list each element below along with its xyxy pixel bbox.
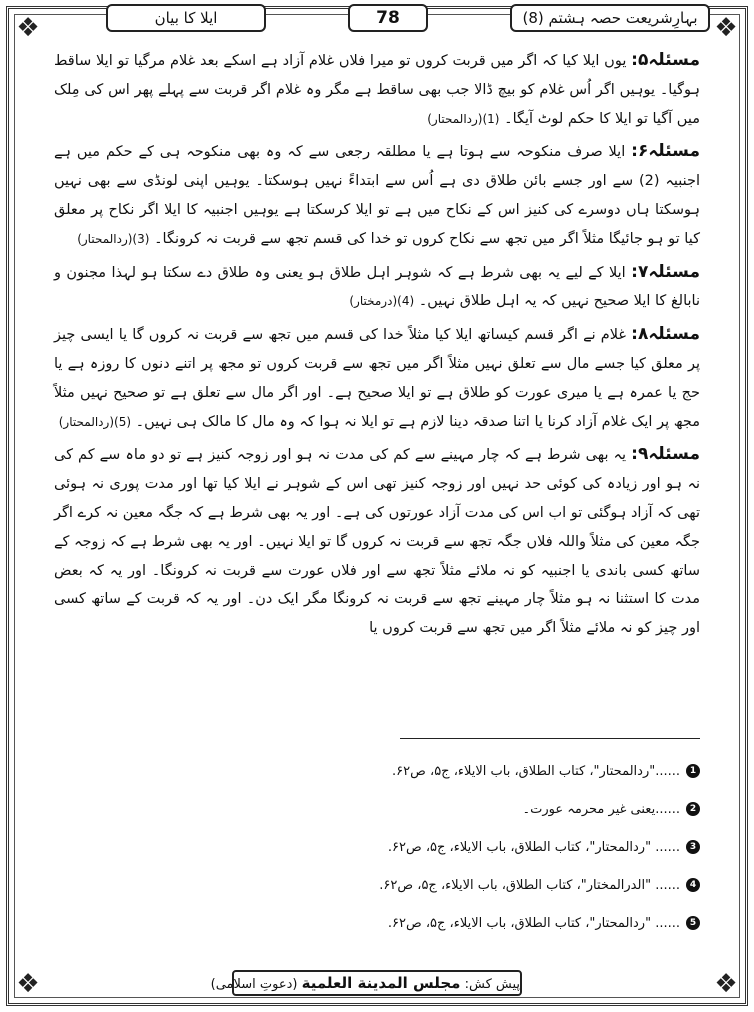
masala-text: یہ بھی شرط ہے کہ چار مہینے سے کم کی مدت نہ ہو اور زوجہ کنیز ہے تو دو ماہ سے کم کی نہ ہو اور زیادہ کی کوئی حد نہیں اور زوجہ کنیز تھی اس کے شوہر نے ایلا کیا تھا اور مدت پوری نہ ہوئی تھی کہ آزاد ہوگئی تو اب اس کی مدت آزاد عورتوں کی ہے۔ اور یہ بھی شرط ہے کہ جگہ معین نہ کرے اگر جگہ معین کی مثلاً واللہ فلاں جگہ تجھ سے قربت نہ کروں گا تو ایلا نہیں۔ اور یہ بھی شرط ہے کہ زوجہ کے ساتھ کسی باندی یا اجنبیہ کو نہ ملائے مثلاً تجھ سے اور فلاں عورت سے قربت نہ کرونگا۔ اور یہ کہ بعض مدت کا استثنا نہ ہو مثلاً چار مہینے تجھ سے قربت نہ کرونگا مگر ایک دن۔ اور یہ کہ قربت کے ساتھ کسی اور چیز کو نہ ملائے مثلاً اگر میں تجھ سے قربت کروں یا — [54, 447, 700, 637]
masala-label: مسئلہ۷: — [631, 261, 700, 282]
masala-paragraph — [54, 137, 700, 253]
footer-prefix: پیش کش: — [464, 977, 520, 992]
footnotes — [60, 752, 700, 942]
masala-text: یوں ایلا کیا کہ اگر میں قربت کروں تو میرا فلاں غلام آزاد ہے اسکے بعد غلام مرگیا تو ایلا ساقط ہوگیا۔ یوہیں اگر اُس غلام کو بیچ ڈالا جب بھی ساقط ہے مگر وہ غلام اگر قربت سے پہلے پھر اس کی مِلک میں آگیا تو ایلا کا حکم لوٹ آیگا۔ — [54, 53, 700, 127]
reference: (4)(درمختار) — [349, 294, 415, 309]
footnote-divider — [400, 738, 700, 739]
footnote-text: ......یعنی غیر محرمہ عورت۔ — [522, 801, 680, 817]
footnote-number: 1 — [686, 764, 700, 778]
reference: (3)(ردالمحتار) — [77, 231, 150, 246]
masala-label: مسئلہ۶: — [631, 141, 701, 162]
footnote-number: 2 — [686, 802, 700, 816]
footer-suffix: (دعوتِ اسلامی) — [210, 977, 298, 992]
footnote — [60, 904, 700, 942]
corner-ornament-icon: ❖ — [16, 13, 40, 43]
page-header — [38, 4, 716, 34]
corner-ornament-icon: ❖ — [714, 969, 738, 999]
footnote — [60, 790, 700, 828]
publisher-name: مجلس المدينة العلمية — [301, 974, 461, 992]
book-title: بہارِشریعت حصہ ہشتم (8) — [510, 4, 710, 32]
corner-ornament-icon: ❖ — [16, 969, 40, 999]
footnote-text: ...... "ردالمحتار"، کتاب الطلاق، باب الایلاء، ج۵، ص۶۲. — [387, 839, 680, 855]
footnote — [60, 828, 700, 866]
page-number: 78 — [348, 4, 428, 32]
footnote — [60, 866, 700, 904]
footnote-text: ......"ردالمحتار"، کتاب الطلاق، باب الایلاء، ج۵، ص۶۲. — [392, 763, 680, 779]
masala-paragraph — [54, 46, 700, 133]
reference: (5)(ردالمحتار) — [58, 414, 132, 429]
footnote — [60, 752, 700, 790]
corner-ornament-icon: ❖ — [714, 13, 738, 43]
masala-text: ایلا صرف منکوحہ سے ہوتا ہے یا مطلقہ رجعی سے کہ وہ بھی منکوحہ ہی کے حکم میں ہے اجنبیہ (2) سے اور جسے بائن طلاق دی ہے اُس سے ابتداءً نہیں ہوسکتا۔ یوہیں اپنی لونڈی سے بھی نہیں ہوسکتا ہاں دوسرے کی کنیز اس کے نکاح میں ہے تو ایلا کرسکتا ہے یوہیں اجنبیہ کا ایلا اگر نکاح پر معلق کیا تو ہو جائیگا مثلاً اگر میں تجھ سے نکاح کروں تو خدا کی قسم تجھ سے قربت نہ کرونگا۔ — [54, 144, 700, 247]
footnote-number: 5 — [686, 916, 700, 930]
masala-text: ایلا کے لیے یہ بھی شرط ہے کہ شوہر اہل طلاق ہو یعنی وہ طلاق دے سکتا ہو لہذا مجنون و نابالغ کا ایلا صحیح نہیں کہ یہ اہل طلاق نہیں۔ — [54, 264, 700, 310]
footnote-text: ...... "الدرالمختار"، کتاب الطلاق، باب الایلاء، ج۵، ص۶۲. — [379, 877, 680, 893]
reference: (1)(ردالمحتار) — [427, 111, 500, 126]
masala-paragraph — [54, 320, 700, 436]
masala-paragraph — [54, 440, 700, 643]
masala-label: مسئلہ۸: — [631, 324, 700, 345]
masala-label: مسئلہ۹: — [631, 444, 700, 465]
chapter-title: ایلا کا بیان — [106, 4, 266, 32]
footnote-number: 3 — [686, 840, 700, 854]
masala-label: مسئلہ۵: — [631, 50, 701, 70]
masala-paragraph — [54, 258, 700, 317]
masala-text: غلام نے اگر قسم کیساتھ ایلا کیا مثلاً خدا کی قسم میں تجھ سے قربت نہ کروں گا یا ایسی چیز پر معلق کیا جسے مال سے تعلق نہیں مثلاً اگر میں تجھ سے قربت کروں تو مجھ پر اتنے دنوں کا روزہ ہے یا حج یا عمرہ ہے یا میری عورت کو طلاق ہے تو ایلا صحیح ہے۔ اور اگر مال سے تعلق ہے تو صحیح نہیں مثلاً مجھ پر ایک غلام آزاد کرنا یا اتنا صدقہ دینا لازم ہے تو ایلا نہ ہوا کہ وہ مال کا مالک ہی نہیں۔ — [54, 327, 700, 430]
footnote-text: ...... "ردالمحتار"، کتاب الطلاق، باب الایلاء، ج۵، ص۶۲. — [387, 915, 680, 931]
footnote-number: 4 — [686, 878, 700, 892]
publisher-footer — [210, 970, 522, 996]
main-text — [54, 46, 700, 647]
